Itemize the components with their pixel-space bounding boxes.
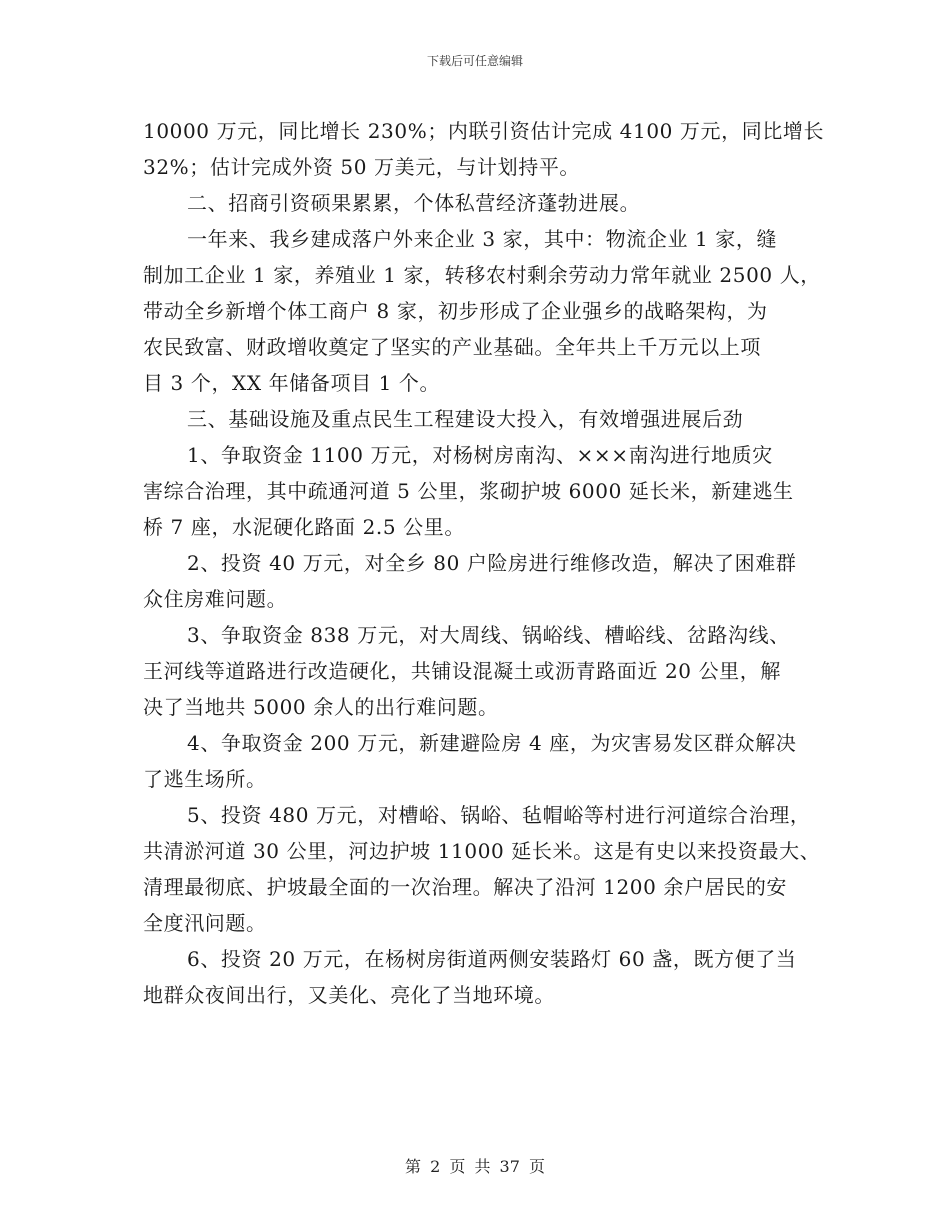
text-line: 决了当地共 5000 余人的出行难问题。 [143,695,499,719]
text-line: 带动全乡新增个体工商户 8 家，初步形成了企业强乡的战略架构，为 [143,299,768,323]
text-line: 了逃生场所。 [143,767,267,791]
text-line: 全度汛问题。 [143,911,267,935]
text-line: 10000 万元，同比增长 230%；内联引资估计完成 4100 万元，同比增长 [143,119,825,143]
text-line: 农民致富、财政增收奠定了坚实的产业基础。全年共上千万元以上项 [143,335,761,359]
text-line: 清理最彻底、护坡最全面的一次治理。解决了沿河 1200 余户居民的安 [143,875,788,899]
text-line: 桥 7 座，水泥硬化路面 2.5 公里。 [143,515,465,539]
text-line: 地群众夜间出行，又美化、亮化了当地环境。 [143,983,555,1007]
text-line: 害综合治理，其中疏通河道 5 公里，浆砌护坡 6000 延长米，新建逃生 [143,479,794,503]
text-line: 32%；估计完成外资 50 万美元，与计划持平。 [143,155,581,179]
text-line: 4、争取资金 200 万元，新建避险房 4 座，为灾害易发区群众解决 [187,731,797,755]
text-line: 一年来、我乡建成落户外来企业 3 家，其中：物流企业 1 家，缝 [187,227,778,251]
text-line: 王河线等道路进行改造硬化，共铺设混凝土或沥青路面近 20 公里，解 [143,659,781,683]
text-line: 3、争取资金 838 万元，对大周线、锅峪线、槽峪线、岔路沟线、 [187,623,790,647]
text-line: 2、投资 40 万元，对全乡 80 户险房进行维修改造，解决了困难群 [187,551,797,575]
text-line: 1、争取资金 1100 万元，对杨树房南沟、×××南沟进行地质灾 [187,443,773,467]
body-text [143,113,825,1013]
text-line: 三、基础设施及重点民生工程建设大投入，有效增强进展后劲 [187,407,744,431]
text-line: 共清淤河道 30 公里，河边护坡 11000 延长米。这是有史以来投资最大、 [143,839,821,863]
text-line: 二、招商引资硕果累累，个体私营经济蓬勃进展。 [187,191,641,215]
text-line: 众住房难问题。 [143,587,288,611]
page-header: 下载后可任意编辑 [426,54,523,68]
text-line: 目 3 个，XX 年储备项目 1 个。 [143,371,441,395]
text-line: 5、投资 480 万元，对槽峪、锅峪、毡帽峪等村进行河道综合治理， [187,803,811,827]
text-line: 制加工企业 1 家，养殖业 1 家，转移农村剩余劳动力常年就业 2500 人， [143,263,821,287]
page-footer: 第 2 页 共 37 页 [405,1157,545,1176]
text-line: 6、投资 20 万元，在杨树房街道两侧安装路灯 60 盏，既方便了当 [187,947,797,971]
